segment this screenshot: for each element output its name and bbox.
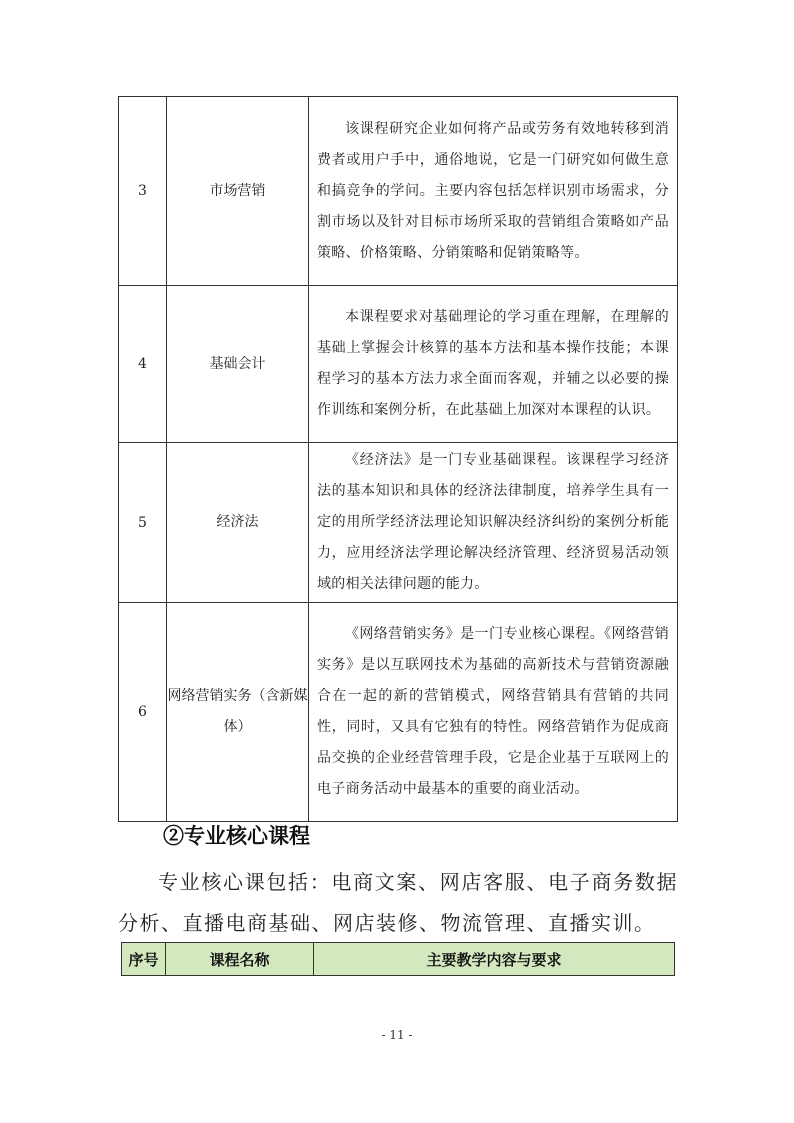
course-number: 6: [119, 603, 167, 822]
course-name: 基础会计: [167, 286, 309, 443]
core-course-table-header: [121, 942, 675, 976]
course-number: 5: [119, 443, 167, 603]
course-table: [118, 96, 678, 822]
page-number: - 11 -: [381, 1028, 413, 1042]
course-description: 该课程研究企业如何将产品或劳务有效地转移到消费者或用户手中，通俗地说，它是一门研究如何做生意和搞竞争的学问。主要内容包括怎样识别市场需求，分割市场以及针对目标市场所采取的营销组合策略如产品策略、价格策略、分销策略和促销策略等。: [309, 97, 678, 286]
header-cell-content: 主要教学内容与要求: [314, 943, 675, 976]
core-courses-paragraph: 专业核心课包括：电商文案、网店客服、电子商务数据分析、直播电商基础、网店装修、物流管理、直播实训。: [118, 870, 678, 935]
section-heading: ②专业核心课程: [163, 823, 310, 848]
table-row: [119, 97, 678, 286]
course-description: 《网络营销实务》是一门专业核心课程。《网络营销实务》是以互联网技术为基础的高新技术与营销资源融合在一起的新的营销模式，网络营销具有营销的共同性，同时，又具有它独有的特性。网络营销作为促成商品交换的企业经营管理手段，它是企业基于互联网上的电子商务活动中最基本的重要的商业活动。: [309, 603, 678, 822]
table-row: [119, 443, 678, 603]
course-number: 4: [119, 286, 167, 443]
course-name: 网络营销实务（含新媒体）: [167, 603, 309, 822]
course-name: 经济法: [167, 443, 309, 603]
table-row: [119, 603, 678, 822]
course-description: 本课程要求对基础理论的学习重在理解，在理解的基础上掌握会计核算的基本方法和基本操作技能；本课程学习的基本方法力求全面而客观，并辅之以必要的操作训练和案例分析，在此基础上加深对本课程的认识。: [309, 286, 678, 443]
header-cell-course-name: 课程名称: [166, 943, 314, 976]
header-row: [122, 943, 675, 976]
header-cell-number: 序号: [122, 943, 166, 976]
table-row: [119, 286, 678, 443]
course-name: 市场营销: [167, 97, 309, 286]
course-description: 《经济法》是一门专业基础课程。该课程学习经济法的基本知识和具体的经济法律制度，培养学生具有一定的用所学经济法理论知识解决经济纠纷的案例分析能力，应用经济法学理论解决经济管理、经济贸易活动领域的相关法律问题的能力。: [309, 443, 678, 603]
course-number: 3: [119, 97, 167, 286]
